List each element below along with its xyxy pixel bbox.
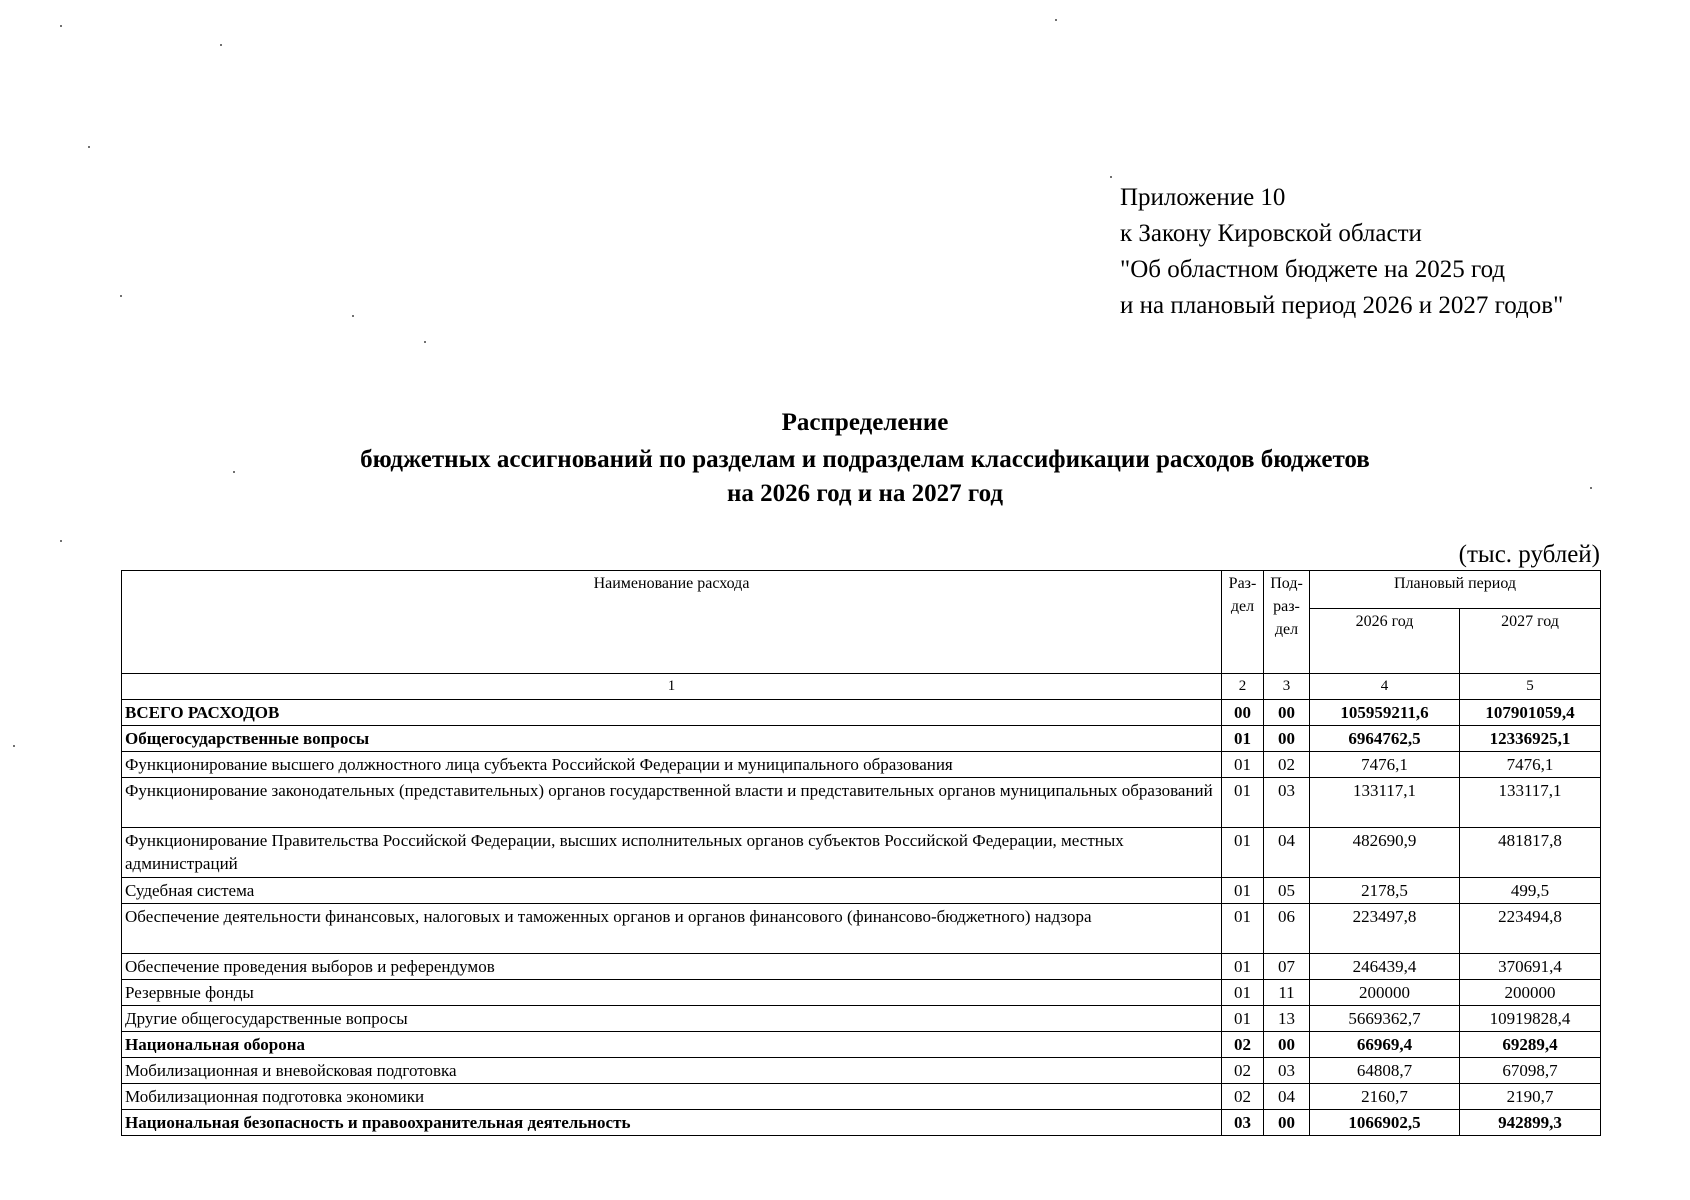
scan-speck	[60, 25, 62, 27]
row-subsection: 00	[1264, 1110, 1310, 1136]
row-amount-2026: 223497,8	[1310, 904, 1460, 954]
row-name: Другие общегосударственные вопросы	[122, 1006, 1222, 1032]
row-subsection: 04	[1264, 1084, 1310, 1110]
table-row	[122, 778, 1601, 828]
scan-speck	[1590, 487, 1592, 489]
row-amount-2027: 942899,3	[1460, 1110, 1601, 1136]
header-subsection: Под- раз- дел	[1264, 571, 1310, 674]
header-year-2026: 2026 год	[1310, 609, 1460, 674]
appendix-block	[1120, 180, 1563, 324]
column-number-1: 1	[122, 674, 1222, 700]
column-number-4: 4	[1310, 674, 1460, 700]
table-row	[122, 1084, 1601, 1110]
row-section: 01	[1222, 878, 1264, 904]
row-amount-2026: 1066902,5	[1310, 1110, 1460, 1136]
row-amount-2026: 105959211,6	[1310, 700, 1460, 726]
row-section: 02	[1222, 1058, 1264, 1084]
row-section: 01	[1222, 752, 1264, 778]
row-section: 02	[1222, 1084, 1264, 1110]
row-amount-2027: 200000	[1460, 980, 1601, 1006]
budget-table	[121, 570, 1601, 1136]
row-amount-2027: 2190,7	[1460, 1084, 1601, 1110]
row-subsection: 00	[1264, 1032, 1310, 1058]
header-year-2027: 2027 год	[1460, 609, 1601, 674]
row-amount-2026: 6964762,5	[1310, 726, 1460, 752]
row-subsection: 07	[1264, 954, 1310, 980]
row-name: Обеспечение проведения выборов и референдумов	[122, 954, 1222, 980]
table-row	[122, 904, 1601, 954]
document-subtitle-years: на 2026 год и на 2027 год	[726, 480, 1004, 507]
row-amount-2027: 133117,1	[1460, 778, 1601, 828]
row-name: Национальная безопасность и правоохранительная деятельность	[122, 1110, 1222, 1136]
header-name: Наименование расхода	[122, 571, 1222, 674]
row-amount-2026: 482690,9	[1310, 828, 1460, 878]
row-name: Резервные фонды	[122, 980, 1222, 1006]
row-section: 03	[1222, 1110, 1264, 1136]
row-amount-2027: 10919828,4	[1460, 1006, 1601, 1032]
table-row	[122, 878, 1601, 904]
row-amount-2027: 370691,4	[1460, 954, 1601, 980]
row-amount-2026: 200000	[1310, 980, 1460, 1006]
scan-speck	[233, 471, 235, 473]
document-title: Распределение	[781, 409, 949, 436]
row-section: 01	[1222, 778, 1264, 828]
row-name: Мобилизационная и вневойсковая подготовка	[122, 1058, 1222, 1084]
row-name: Судебная система	[122, 878, 1222, 904]
scan-speck	[424, 341, 426, 343]
row-amount-2026: 64808,7	[1310, 1058, 1460, 1084]
row-name: Общегосударственные вопросы	[122, 726, 1222, 752]
row-amount-2027: 107901059,4	[1460, 700, 1601, 726]
row-name: ВСЕГО РАСХОДОВ	[122, 700, 1222, 726]
header-section: Раз- дел	[1222, 571, 1264, 674]
row-name: Обеспечение деятельности финансовых, налоговых и таможенных органов и органов финансового (финансово-бюджетного) надзора	[122, 904, 1222, 954]
column-number-3: 3	[1264, 674, 1310, 700]
row-amount-2027: 67098,7	[1460, 1058, 1601, 1084]
document-subtitle: бюджетных ассигнований по разделам и подразделам классификации расходов бюджетов	[360, 446, 1370, 473]
scan-speck	[60, 540, 62, 542]
scan-speck	[1055, 19, 1057, 21]
appendix-line-4: и на плановый период 2026 и 2027 годов"	[1120, 292, 1564, 319]
row-amount-2026: 66969,4	[1310, 1032, 1460, 1058]
row-section: 01	[1222, 726, 1264, 752]
table-row	[122, 726, 1601, 752]
row-amount-2026: 5669362,7	[1310, 1006, 1460, 1032]
row-subsection: 06	[1264, 904, 1310, 954]
row-amount-2026: 246439,4	[1310, 954, 1460, 980]
appendix-line-2: к Закону Кировской области	[1120, 220, 1422, 247]
row-section: 01	[1222, 904, 1264, 954]
scan-speck	[220, 44, 222, 46]
table-row	[122, 1032, 1601, 1058]
table-row	[122, 828, 1601, 878]
row-name: Функционирование Правительства Российской Федерации, высших исполнительных органов субъектов Российской Федерации, местных администраций	[122, 828, 1222, 878]
row-name: Национальная оборона	[122, 1032, 1222, 1058]
row-amount-2026: 7476,1	[1310, 752, 1460, 778]
row-subsection: 00	[1264, 726, 1310, 752]
table-row	[122, 1006, 1601, 1032]
row-subsection: 00	[1264, 700, 1310, 726]
scan-speck	[88, 146, 90, 148]
units-label: (тыс. рублей)	[1458, 541, 1600, 568]
row-subsection: 02	[1264, 752, 1310, 778]
column-number-2: 2	[1222, 674, 1264, 700]
row-name: Функционирование законодательных (представительных) органов государственной власти и представительных органов муниципальных образований	[122, 778, 1222, 828]
row-amount-2027: 499,5	[1460, 878, 1601, 904]
scan-speck	[13, 745, 15, 747]
header-planned-period: Плановый период	[1310, 571, 1601, 609]
row-subsection: 11	[1264, 980, 1310, 1006]
column-number-row	[122, 674, 1601, 700]
row-subsection: 05	[1264, 878, 1310, 904]
scan-speck	[352, 315, 354, 317]
row-amount-2027: 69289,4	[1460, 1032, 1601, 1058]
table-row	[122, 980, 1601, 1006]
row-name: Мобилизационная подготовка экономики	[122, 1084, 1222, 1110]
row-subsection: 04	[1264, 828, 1310, 878]
row-section: 01	[1222, 1006, 1264, 1032]
row-amount-2026: 2160,7	[1310, 1084, 1460, 1110]
table-header-row	[122, 571, 1601, 609]
row-subsection: 03	[1264, 778, 1310, 828]
row-amount-2027: 12336925,1	[1460, 726, 1601, 752]
table-row	[122, 954, 1601, 980]
row-amount-2027: 223494,8	[1460, 904, 1601, 954]
row-section: 00	[1222, 700, 1264, 726]
row-section: 01	[1222, 954, 1264, 980]
table-row	[122, 1058, 1601, 1084]
table-row	[122, 752, 1601, 778]
row-amount-2027: 7476,1	[1460, 752, 1601, 778]
column-number-5: 5	[1460, 674, 1601, 700]
row-section: 01	[1222, 828, 1264, 878]
row-amount-2026: 133117,1	[1310, 778, 1460, 828]
row-subsection: 13	[1264, 1006, 1310, 1032]
appendix-line-3: "Об областном бюджете на 2025 год	[1120, 256, 1506, 283]
scan-speck	[120, 295, 122, 297]
table-row	[122, 700, 1601, 726]
row-section: 01	[1222, 980, 1264, 1006]
row-amount-2027: 481817,8	[1460, 828, 1601, 878]
appendix-line-1: Приложение 10	[1120, 184, 1286, 211]
row-name: Функционирование высшего должностного лица субъекта Российской Федерации и муниципального образования	[122, 752, 1222, 778]
row-amount-2026: 2178,5	[1310, 878, 1460, 904]
row-subsection: 03	[1264, 1058, 1310, 1084]
scan-speck	[1110, 176, 1112, 178]
table-row	[122, 1110, 1601, 1136]
row-section: 02	[1222, 1032, 1264, 1058]
